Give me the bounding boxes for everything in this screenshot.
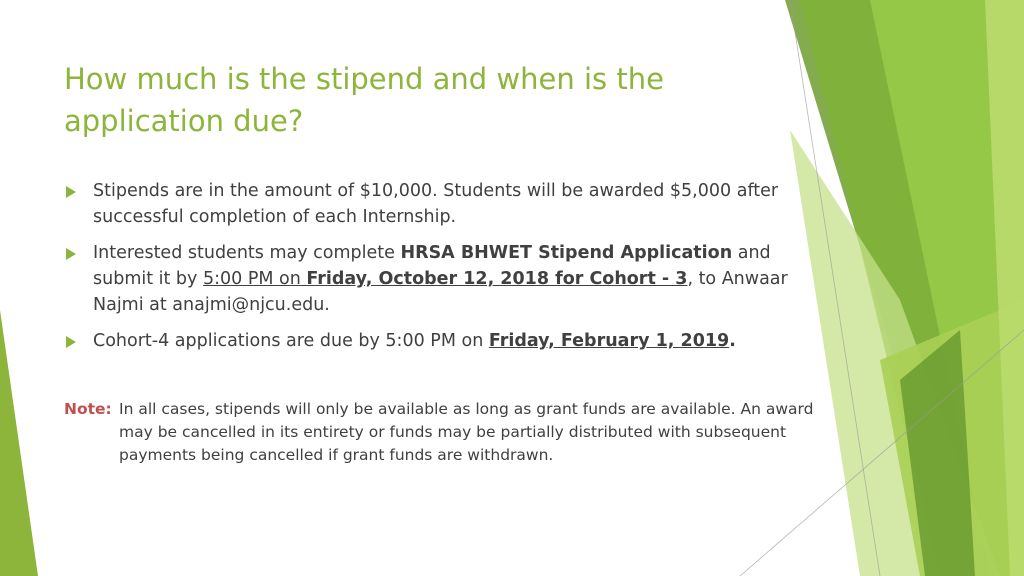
page-title: How much is the stipend and when is the application due? [64,62,664,138]
bullet-text: Cohort-4 applications are due by 5:00 PM on [93,331,489,351]
note-text: In all cases, stipends will only be available as long as grant funds are available. An award may be cancelled in its entirety or funds may be partially distributed with subsequent payments being cancelled if grant funds are withdrawn. [119,400,814,464]
bullet-list [64,178,804,364]
bullet-item-stipend-amount [64,178,804,230]
bullet-item-application-deadline [64,240,804,318]
application-name: HRSA BHWET Stipend Application [400,243,733,263]
note-block [64,398,824,467]
bullet-text: and submit it by [93,243,771,289]
note-label: Note: [64,400,112,418]
bullet-text: Stipends are in the amount of $10,000. Students will be awarded $5,000 after successful completion of each Internship. [93,181,779,227]
bullet-item-cohort-4-deadline [64,328,804,354]
bullet-text: . [729,331,736,351]
deadline-date-cohort-4: Friday, February 1, 2019 [488,331,730,351]
triangle-right-icon [66,186,76,198]
triangle-right-icon [66,248,76,260]
deadline-time: 5:00 PM on [202,269,307,289]
triangle-right-icon [66,336,76,348]
bullet-text: , to Anwaar Najmi at anajmi@njcu.edu. [93,269,788,315]
left-facet [0,310,38,576]
bullet-text: Interested students may complete [93,243,401,263]
deadline-date-cohort-3: Friday, October 12, 2018 for Cohort - 3 [306,269,688,289]
